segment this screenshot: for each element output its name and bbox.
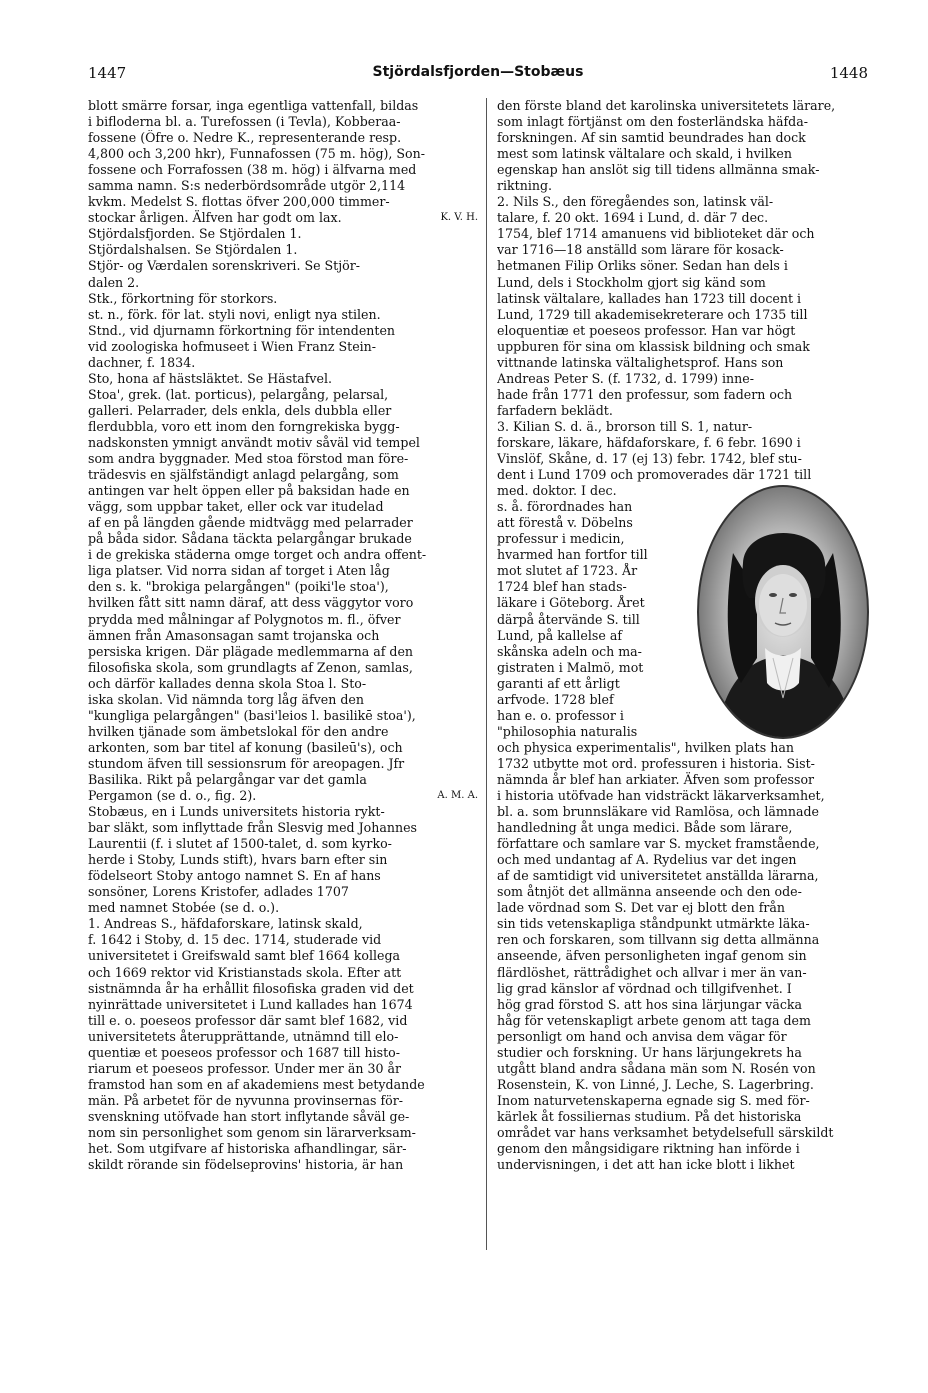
right-narrow-lines-line: arfvode. 1728 blef [497,691,614,707]
right-narrow-lines-line: hvarmed han fortfor till [497,547,648,563]
right-after-lines-line: håg för vetenskapligt arbete genom att taga dem [497,1012,811,1028]
column-divider [486,98,487,1250]
right-lines-line: dent i Lund 1709 och promoverades där 1721 till [497,467,812,483]
left-lines-line: i bifloderna bl. a. Turefossen (i Tevla), Kobberaa- [88,114,401,130]
right-lines-line: Lund, dels i Stockholm gjort sig känd som [497,274,766,290]
left-lines-line: nadskonsten ymnigt användt motiv såväl vid tempel [88,434,420,450]
right-lines-line: Andreas Peter S. (f. 1732, d. 1799) inne- [497,370,754,386]
left-lines-line: galleri. Pelarrader, dels enkla, dels dubbla eller [88,402,392,418]
left-lines-line: män. På arbetet för de nyvunna provinsernas för- [88,1092,404,1108]
left-lines-line: sonsöner, Lorens Kristofer, adlades 1707 [88,884,349,900]
left-lines-line: fossene och Forrafossen (38 m. hög) i älfvarna med [88,162,417,178]
right-lines-line: hetmanen Filip Orliks söner. Sedan han dels i [497,258,788,274]
right-after-lines-line: lig grad känslor af vördnad och tillgifvenhet. I [497,980,792,996]
right-after-lines-line: genom den mångsidigare riktning han införde i [497,1141,800,1157]
right-lines-line: som inlagt förtjänst om den fosterländska häfda- [497,114,808,130]
left-lines-line: och 1669 rektor vid Kristianstads skola. Efter att [88,964,402,980]
right-after-lines-line: lade vördnad som S. Det var ej blott den från [497,900,786,916]
page-number-left: 1447 [88,64,127,82]
left-lines-line: het. Som utgifvare af historiska afhandlingar, sär- [88,1141,407,1157]
right-lines-line: den förste bland det karolinska universitetets lärare, [497,98,836,113]
right-lines-line: var 1716—18 anställd som lärare för kosack- [497,242,784,258]
left-lines-line: 1. Andreas S., häfdaforskare, latinsk skald, [88,916,363,932]
left-lines-line: Stjör- og Værdalen sorenskriveri. Se Stjör- [88,258,360,274]
left-lines-line: stockar årligen. Älfven har godt om lax. K. V. H. [88,210,478,226]
left-lines-line: framstod han som en af akademiens mest betydande [88,1076,425,1092]
left-lines-line: hvilken fått sitt namn däraf, att dess väggytor voro [88,595,414,611]
left-lines-line: Stoa', grek. (lat. porticus), pelargång, pelarsal, [88,386,389,402]
right-narrow-lines-line: "philosophia naturalis [497,723,638,739]
right-lines-line: egenskap han anslöt sig till tidens allmänna smak- [497,162,820,178]
left-lines-line: universitetet i Greifswald samt blef 1664 kollega [88,948,401,964]
page-number-right: 1448 [829,64,868,82]
left-lines-line: bar släkt, som inflyttade från Slesvig med Johannes [88,820,418,836]
right-column [497,98,870,1173]
right-after-lines-line: personligt om hand och anvisa dem vägar för [497,1028,787,1044]
left-lines-line: filosofiska skola, som grundlagts af Zenon, samlas, [88,659,413,675]
right-lines-line: 3. Kilian S. d. ä., brorson till S. 1, natur- [497,418,753,434]
right-lines-line: vittnande latinska vältalighetsprof. Hans son [497,354,784,370]
left-lines-line: "kungliga pelargången" (basi'leios l. basilikē stoa'), [88,707,416,723]
left-lines-line: quentiæ et poeseos professor och 1687 till histo- [88,1044,401,1060]
right-lines-line: riktning. [497,178,553,194]
portrait-engraving-icon [695,483,871,741]
left-lines-line: Laurentii (f. i slutet af 1500-talet, d. som kyrko- [88,836,392,852]
right-after-lines-line: undervisningen, i det att han icke blott i likhet [497,1157,795,1173]
right-after-lines-line: 1732 utbytte mot ord. professuren i historia. Sist- [497,755,815,771]
right-narrow-lines-line: gistraten i Malmö, mot [497,659,644,675]
left-lines-line: nom sin personlighet som genom sin lärarverksam- [88,1125,416,1140]
left-column [88,98,478,1173]
left-lines-line: trädesvis en själfständigt anlagd pelargång, som [88,467,399,483]
left-lines-line: af en på längden gående midtvägg med pelarrader [88,515,413,531]
right-lines-line: Lund, 1729 till akademisekreterare och 1735 till [497,306,808,322]
left-lines-line: i de grekiska städerna omge torget och andra offent- [88,547,427,563]
running-header [88,64,868,88]
left-lines-line: Stnd., vid djurnamn förkortning för intendenten [88,322,396,338]
right-narrow-lines-line: han e. o. professor i [497,707,624,723]
right-lines-line: latinsk vältalare, kallades han 1723 till docent i [497,290,802,306]
right-narrow-lines-line: professur i medicin, [497,531,625,547]
right-after-lines-line: kärlek åt fossiliernas studium. På det historiska [497,1108,802,1124]
left-lines-line: persiska krigen. Där plägade medlemmarna af den [88,643,414,659]
right-narrow-lines-line: läkare i Göteborg. Året [497,595,645,611]
right-after-lines-line: studier och forskning. Ur hans lärjungekrets ha [497,1044,802,1060]
right-after-lines-line: och physica experimentalis", hvilken plats han [497,739,794,755]
right-after-lines-line: sin tids vetenskapliga ståndpunkt utmärkte läka- [497,916,810,932]
right-after-lines-line: och med undantag af A. Rydelius var det ingen [497,852,797,868]
right-lines-line: 2. Nils S., den föregåendes son, latinsk väl- [497,194,774,210]
right-after-lines-line: af de samtidigt vid universitetet anställda lärarna, [497,868,819,884]
right-after-lines-line: i historia utöfvade han vidsträckt läkarverksamhet, [497,788,825,804]
right-narrow-lines-line: att förestå v. Döbelns [497,515,633,531]
left-lines-line: vägg, som uppbar taket, eller ock var itudelad [88,499,384,515]
left-lines-line: födelseort Stoby antogo namnet S. En af hans [88,868,381,884]
left-lines-line: liga platser. Vid norra sidan af torget i Aten låg [88,563,390,579]
right-after-lines-line: nämnda år blef han arkiater. Äfven som professor [497,771,815,787]
left-lines-line: blott smärre forsar, inga egentliga vattenfall, bildas [88,98,419,113]
left-lines-line: vid zoologiska hofmuseet i Wien Franz Stein- [88,338,377,354]
right-lines-line: eloquentiæ et poeseos professor. Han var högt [497,322,796,338]
left-lines-line: ämnen från Amasonsagan samt trojanska och [88,627,380,643]
right-after-lines-line: som åtnjöt det allmänna anseende och den ode- [497,884,802,900]
left-lines-line: hvilken tjänade som ämbetslokal för den andre [88,723,389,739]
left-lines-line: universitetets återupprättande, utnämnd till elo- [88,1028,399,1044]
left-lines-line: nyinrättade universitetet i Lund kallades han 1674 [88,996,413,1012]
left-lines-line: skildt rörande sin födelseprovins' historia, är han [88,1157,404,1173]
left-lines-line: Pergamon (se d. o., fig. 2). A. M. A. [88,788,478,804]
left-lines-line: svenskning utöfvade han stort inflytande såväl ge- [88,1108,410,1124]
right-after-lines-line: författare och samlare var S. mycket framstående, [497,836,820,852]
left-lines-line: Stobæus, en i Lunds universitets historia rykt- [88,804,385,820]
right-narrow-lines-line: garanti af ett årligt [497,675,620,691]
left-lines-line: som andra byggnader. Med stoa förstod man före- [88,451,409,467]
left-lines-line: arkonten, som bar titel af konung (basileū's), och [88,739,403,755]
right-after-lines-line: bl. a. som brunnsläkare vid Ramlösa, och lämnade [497,804,820,820]
right-lines-line: 1754, blef 1714 amanuens vid biblioteket där och [497,226,815,242]
right-after-lines-line: handledning åt unga medici. Både som lärare, [497,820,793,836]
right-after-lines-line: området var hans verksamhet betydelsefull särskildt [497,1125,834,1140]
right-after-lines-line: Inom naturvetenskaperna egnade sig S. med för- [497,1092,810,1108]
left-lines-line: antingen var helt öppen eller på baksidan hade en [88,483,410,499]
running-title: Stjördalsfjorden—Stobæus [372,64,584,80]
right-narrow-lines-line: skånska adeln och ma- [497,643,642,659]
right-lines-line: Vinslöf, Skåne, d. 17 (ej 13) febr. 1742, blef stu- [497,451,802,467]
left-lines-line: dalen 2. [88,274,140,290]
right-after-lines-line: utgått bland andra sådana män som N. Rosén von [497,1060,816,1076]
right-lines-line: uppburen för sina om klassisk bildning och smak [497,338,810,354]
left-lines-line: till e. o. poeseos professor där samt blef 1682, vid [88,1012,408,1028]
left-lines-line: fossene (Öfre o. Nedre K., representerande resp. [88,130,402,146]
right-after-lines-line: ren och forskaren, som tillvann sig detta allmänna [497,932,820,948]
left-lines-line: Stjördalsfjorden. Se Stjördalen 1. [88,226,302,242]
left-lines-line: på båda sidor. Sådana täckta pelargångar brukade [88,531,412,547]
right-narrow-lines-line: s. å. förordnades han [497,499,633,515]
right-lines-line: hade från 1771 den professur, som fadern och [497,386,793,402]
left-lines-line: dachner, f. 1834. [88,354,196,370]
right-narrow-lines-line: Lund, på kallelse af [497,627,622,643]
left-lines-line: riarum et poeseos professor. Under mer än 30 år [88,1060,401,1076]
right-narrow-lines-line: mot slutet af 1723. År [497,563,638,579]
left-lines-line: sistnämnda år ha erhållit filosofiska graden vid det [88,980,414,996]
right-lines-line: mest som latinsk vältalare och skald, i hvilken [497,146,792,162]
left-lines-line: st. n., förk. för lat. styli novi, enligt nya stilen. [88,306,381,322]
right-after-lines-line: hög grad förstod S. att hos sina lärjungar väcka [497,996,803,1012]
left-lines-line: och därför kallades denna skola Stoa l. Sto- [88,675,367,691]
right-narrow-lines-line: därpå återvände S. till [497,611,640,627]
left-lines-line: samma namn. S:s nederbördsområde utgör 2,114 [88,178,406,194]
left-lines-line: Stjördalshalsen. Se Stjördalen 1. [88,242,298,258]
right-after-lines-line: anseende, äfven personligheten ingaf genom sin [497,948,807,964]
left-lines-line: herde i Stoby, Lunds stift), hvars barn efter sin [88,852,388,868]
right-lines-line: forskningen. Af sin samtid beundrades han dock [497,130,806,146]
left-lines-line: 4,800 och 3,200 hkr), Funnafossen (75 m. hög), Son- [88,146,425,162]
left-lines-line: Basilika. Rikt på pelargångar var det gamla [88,771,367,787]
right-narrow-lines-line: 1724 blef han stads- [497,579,627,595]
left-lines-line: Sto, hona af hästsläktet. Se Hästafvel. [88,370,332,386]
author-signature: K. V. H. [440,212,478,224]
left-lines-line: prydda med målningar af Polygnotos m. fl., öfver [88,611,401,627]
left-lines-line: flerdubbla, voro ett inom den forngrekiska bygg- [88,418,400,434]
left-lines-line: den s. k. "brokiga pelargången" (poiki'le stoa'), [88,579,389,595]
right-after-lines-line: Rosenstein, K. von Linné, J. Leche, S. Lagerbring. [497,1076,814,1092]
left-lines-line: f. 1642 i Stoby, d. 15 dec. 1714, studerade vid [88,932,382,948]
author-signature: A. M. A. [437,790,478,802]
right-narrow-lines-line: med. doktor. I dec. [497,483,617,499]
left-lines-line: med namnet Stobée (se d. o.). [88,900,280,916]
left-lines-line: Stk., förkortning för storkors. [88,290,278,306]
right-after-lines-line: flärdlöshet, rättrådighet och allvar i mer än van- [497,964,807,980]
right-lines-line: forskare, läkare, häfdaforskare, f. 6 febr. 1690 i [497,434,801,450]
left-lines-line: iska skolan. Vid nämnda torg låg äfven den [88,691,364,707]
left-lines-line: stundom äfven till sessionsrum för areopagen. Jfr [88,755,405,771]
right-lines-line: farfadern beklädt. [497,402,613,418]
right-lines-line: talare, f. 20 okt. 1694 i Lund, d. där 7 dec. [497,210,769,226]
left-lines-line: kvkm. Medelst S. flottas öfver 200,000 timmer- [88,194,390,210]
